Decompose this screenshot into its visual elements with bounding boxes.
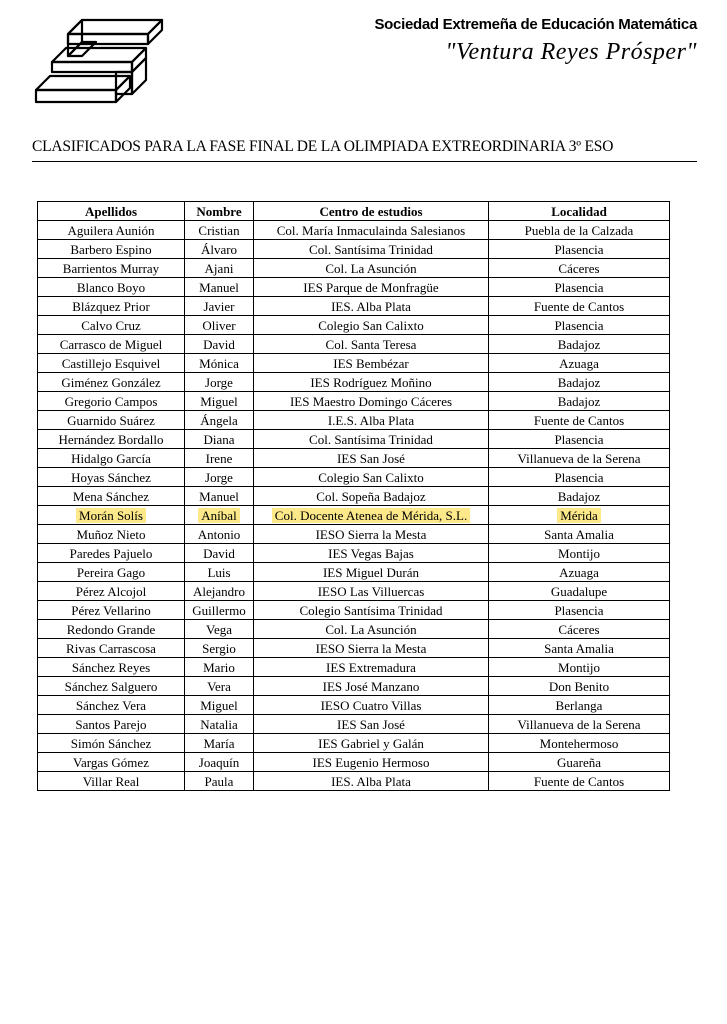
cell-nombre: Manuel xyxy=(185,487,254,506)
table-row xyxy=(38,563,670,582)
header-organization xyxy=(374,16,697,66)
cell-centro: IESO Sierra la Mesta xyxy=(254,639,489,658)
cell-apellidos: Barbero Espino xyxy=(38,240,185,259)
header-centro: Centro de estudios xyxy=(254,202,489,221)
table-row xyxy=(38,430,670,449)
cell-centro: IES Vegas Bajas xyxy=(254,544,489,563)
cell-apellidos: Aguilera Aunión xyxy=(38,221,185,240)
cell-centro: Col. Santa Teresa xyxy=(254,335,489,354)
society-logo-icon xyxy=(30,12,170,117)
cell-localidad: Santa Amalia xyxy=(489,525,670,544)
cell-nombre: Diana xyxy=(185,430,254,449)
cell-apellidos: Sánchez Reyes xyxy=(38,658,185,677)
cell-centro: IESO Cuatro Villas xyxy=(254,696,489,715)
cell-nombre: Álvaro xyxy=(185,240,254,259)
cell-centro: Col. La Asunción xyxy=(254,620,489,639)
cell-nombre: Alejandro xyxy=(185,582,254,601)
cell-apellidos: Barrientos Murray xyxy=(38,259,185,278)
cell-nombre: Vera xyxy=(185,677,254,696)
table-row xyxy=(38,487,670,506)
cell-apellidos: Gregorio Campos xyxy=(38,392,185,411)
table-row xyxy=(38,221,670,240)
cell-apellidos: Carrasco de Miguel xyxy=(38,335,185,354)
table-row xyxy=(38,468,670,487)
table-row xyxy=(38,373,670,392)
cell-nombre: David xyxy=(185,544,254,563)
cell-nombre: Ajani xyxy=(185,259,254,278)
header-nombre: Nombre xyxy=(185,202,254,221)
cell-nombre: Guillermo xyxy=(185,601,254,620)
cell-centro: Colegio San Calixto xyxy=(254,468,489,487)
cell-localidad: Puebla de la Calzada xyxy=(489,221,670,240)
cell-nombre: Irene xyxy=(185,449,254,468)
cell-centro xyxy=(254,506,489,525)
highlighted-text: Aníbal xyxy=(198,508,239,523)
cell-centro: IES Parque de Monfragüe xyxy=(254,278,489,297)
cell-apellidos: Pérez Alcojol xyxy=(38,582,185,601)
cell-centro: IES Extremadura xyxy=(254,658,489,677)
cell-nombre: Mónica xyxy=(185,354,254,373)
cell-localidad: Plasencia xyxy=(489,316,670,335)
table-row xyxy=(38,392,670,411)
table-row xyxy=(38,335,670,354)
table-row xyxy=(38,582,670,601)
table-row xyxy=(38,259,670,278)
cell-localidad: Berlanga xyxy=(489,696,670,715)
cell-localidad: Montehermoso xyxy=(489,734,670,753)
cell-localidad: Cáceres xyxy=(489,259,670,278)
cell-localidad: Plasencia xyxy=(489,601,670,620)
table-row xyxy=(38,297,670,316)
cell-centro: IESO Las Villuercas xyxy=(254,582,489,601)
table-row xyxy=(38,715,670,734)
cell-localidad: Guareña xyxy=(489,753,670,772)
cell-localidad: Badajoz xyxy=(489,487,670,506)
cell-nombre: Manuel xyxy=(185,278,254,297)
table-row xyxy=(38,639,670,658)
table-row xyxy=(38,658,670,677)
cell-localidad: Cáceres xyxy=(489,620,670,639)
cell-localidad: Plasencia xyxy=(489,468,670,487)
cell-centro: IES. Alba Plata xyxy=(254,772,489,791)
cell-apellidos: Sánchez Vera xyxy=(38,696,185,715)
cell-localidad: Montijo xyxy=(489,544,670,563)
cell-nombre: Javier xyxy=(185,297,254,316)
cell-centro: IESO Sierra la Mesta xyxy=(254,525,489,544)
cell-nombre: Cristian xyxy=(185,221,254,240)
cell-centro: IES Miguel Durán xyxy=(254,563,489,582)
cell-localidad: Fuente de Cantos xyxy=(489,297,670,316)
table-header-row xyxy=(38,202,670,221)
cell-nombre: Paula xyxy=(185,772,254,791)
cell-nombre: Mario xyxy=(185,658,254,677)
cell-apellidos: Giménez González xyxy=(38,373,185,392)
cell-nombre: Joaquín xyxy=(185,753,254,772)
table-row xyxy=(38,278,670,297)
cell-localidad: Guadalupe xyxy=(489,582,670,601)
cell-centro: Col. María Inmaculainda Salesianos xyxy=(254,221,489,240)
cell-localidad: Badajoz xyxy=(489,392,670,411)
cell-centro: Col. Santísima Trinidad xyxy=(254,430,489,449)
cell-nombre: Antonio xyxy=(185,525,254,544)
cell-localidad: Villanueva de la Serena xyxy=(489,715,670,734)
cell-nombre: David xyxy=(185,335,254,354)
cell-centro: IES San José xyxy=(254,449,489,468)
table-row xyxy=(38,544,670,563)
cell-apellidos xyxy=(38,506,185,525)
header-apellidos: Apellidos xyxy=(38,202,185,221)
cell-localidad: Azuaga xyxy=(489,354,670,373)
cell-centro: IES Eugenio Hermoso xyxy=(254,753,489,772)
cell-apellidos: Muñoz Nieto xyxy=(38,525,185,544)
cell-centro: Colegio San Calixto xyxy=(254,316,489,335)
cell-nombre: Natalia xyxy=(185,715,254,734)
cell-centro: Col. Santísima Trinidad xyxy=(254,240,489,259)
cell-centro: IES. Alba Plata xyxy=(254,297,489,316)
cell-nombre: Sergio xyxy=(185,639,254,658)
cell-nombre: Vega xyxy=(185,620,254,639)
cell-localidad: Plasencia xyxy=(489,430,670,449)
cell-apellidos: Redondo Grande xyxy=(38,620,185,639)
table-row xyxy=(38,316,670,335)
cell-apellidos: Vargas Gómez xyxy=(38,753,185,772)
cell-apellidos: Pereira Gago xyxy=(38,563,185,582)
cell-localidad: Santa Amalia xyxy=(489,639,670,658)
cell-localidad: Badajoz xyxy=(489,335,670,354)
cell-localidad: Villanueva de la Serena xyxy=(489,449,670,468)
table-row xyxy=(38,354,670,373)
table-row xyxy=(38,772,670,791)
cell-nombre: Ángela xyxy=(185,411,254,430)
organization-name: Sociedad Extremeña de Educación Matemática xyxy=(374,16,697,33)
table-row xyxy=(38,677,670,696)
highlighted-text: Mérida xyxy=(557,508,601,523)
cell-localidad: Plasencia xyxy=(489,240,670,259)
table-row xyxy=(38,753,670,772)
title-divider xyxy=(32,161,697,162)
page-title: CLASIFICADOS PARA LA FASE FINAL DE LA OLIMPIADA EXTREORDINARIA 3º ESO xyxy=(32,138,614,155)
cell-nombre: Jorge xyxy=(185,468,254,487)
cell-centro: IES Gabriel y Galán xyxy=(254,734,489,753)
cell-apellidos: Hidalgo García xyxy=(38,449,185,468)
table-row xyxy=(38,734,670,753)
highlighted-text: Col. Docente Atenea de Mérida, S.L. xyxy=(272,508,470,523)
cell-centro: Col. La Asunción xyxy=(254,259,489,278)
cell-localidad: Fuente de Cantos xyxy=(489,411,670,430)
table-row xyxy=(38,240,670,259)
cell-apellidos: Sánchez Salguero xyxy=(38,677,185,696)
table-row xyxy=(38,601,670,620)
cell-centro: IES Rodríguez Moñino xyxy=(254,373,489,392)
cell-localidad: Fuente de Cantos xyxy=(489,772,670,791)
cell-apellidos: Hernández Bordallo xyxy=(38,430,185,449)
table-row xyxy=(38,506,670,525)
cell-apellidos: Blázquez Prior xyxy=(38,297,185,316)
header-localidad: Localidad xyxy=(489,202,670,221)
cell-centro: IES José Manzano xyxy=(254,677,489,696)
cell-apellidos: Mena Sánchez xyxy=(38,487,185,506)
cell-nombre: María xyxy=(185,734,254,753)
table-row xyxy=(38,411,670,430)
cell-nombre: Oliver xyxy=(185,316,254,335)
cell-nombre: Jorge xyxy=(185,373,254,392)
cell-centro: IES Bembézar xyxy=(254,354,489,373)
table-row xyxy=(38,449,670,468)
cell-centro: IES Maestro Domingo Cáceres xyxy=(254,392,489,411)
cell-apellidos: Calvo Cruz xyxy=(38,316,185,335)
cell-centro: IES San José xyxy=(254,715,489,734)
cell-apellidos: Pérez Vellarino xyxy=(38,601,185,620)
cell-localidad xyxy=(489,506,670,525)
cell-centro: Col. Sopeña Badajoz xyxy=(254,487,489,506)
cell-localidad: Montijo xyxy=(489,658,670,677)
cell-apellidos: Santos Parejo xyxy=(38,715,185,734)
cell-nombre xyxy=(185,506,254,525)
cell-apellidos: Blanco Boyo xyxy=(38,278,185,297)
cell-centro: I.E.S. Alba Plata xyxy=(254,411,489,430)
cell-nombre: Miguel xyxy=(185,392,254,411)
cell-nombre: Miguel xyxy=(185,696,254,715)
highlighted-text: Morán Solís xyxy=(76,508,146,523)
cell-apellidos: Paredes Pajuelo xyxy=(38,544,185,563)
cell-localidad: Don Benito xyxy=(489,677,670,696)
cell-apellidos: Hoyas Sánchez xyxy=(38,468,185,487)
cell-localidad: Plasencia xyxy=(489,278,670,297)
cell-centro: Colegio Santísima Trinidad xyxy=(254,601,489,620)
cell-apellidos: Castillejo Esquivel xyxy=(38,354,185,373)
table-row xyxy=(38,696,670,715)
classified-table xyxy=(37,201,670,791)
table-row xyxy=(38,620,670,639)
cell-apellidos: Guarnido Suárez xyxy=(38,411,185,430)
table-row xyxy=(38,525,670,544)
cell-nombre: Luis xyxy=(185,563,254,582)
organization-subtitle: "Ventura Reyes Prósper" xyxy=(445,39,697,65)
cell-apellidos: Rivas Carrascosa xyxy=(38,639,185,658)
cell-localidad: Badajoz xyxy=(489,373,670,392)
cell-apellidos: Simón Sánchez xyxy=(38,734,185,753)
cell-apellidos: Villar Real xyxy=(38,772,185,791)
cell-localidad: Azuaga xyxy=(489,563,670,582)
